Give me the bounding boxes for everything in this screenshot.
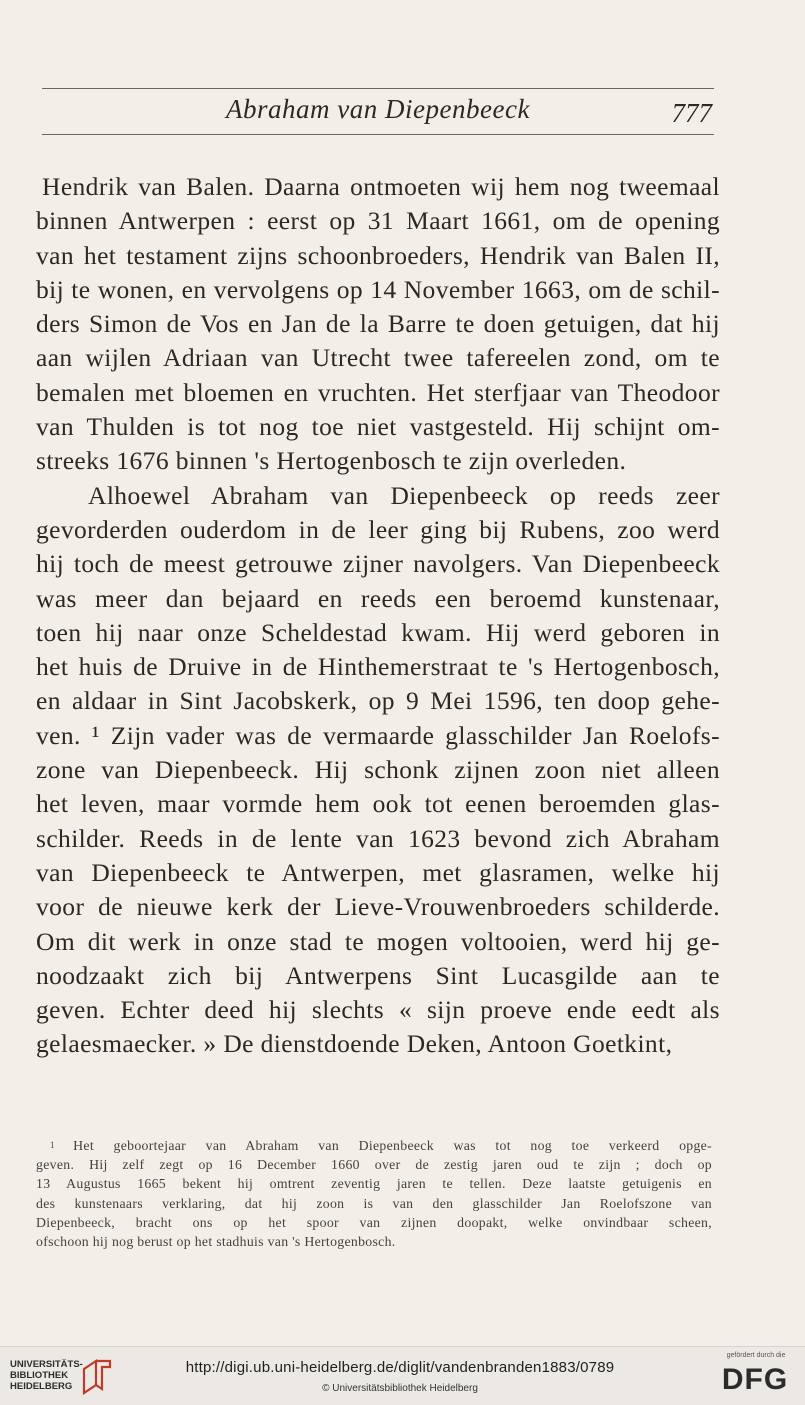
text-line: het huis de Druive in de Hinthemerstraat te 's Hertogenbosch, <box>36 652 720 682</box>
text-line: gevorderden ouderdom in de leer ging bij Rubens, zoo werd <box>36 514 720 544</box>
text-line: ders Simon de Vos en Jan de la Barre te doen getuigen, dat hij <box>36 309 720 339</box>
text-line: Alhoewel Abraham van Diepenbeeck op reeds zeer <box>88 480 720 510</box>
text-line: toen hij naar onze Scheldestad kwam. Hij werd geboren in <box>36 617 720 647</box>
footnote-line <box>36 1136 712 1155</box>
text-line: Hendrik van Balen. Daarna ontmoeten wij hem nog tweemaal <box>42 172 720 201</box>
permalink-url[interactable]: http://digi.ub.uni-heidelberg.de/diglit/vandenbranden1883/0789 <box>185 1359 615 1376</box>
footer-bar <box>0 1346 805 1405</box>
text-line: en aldaar in Sint Jacobskerk, op 9 Mei 1596, ten doop gehe- <box>36 686 720 716</box>
text-line: zone van Diepenbeeck. Hij schonk zijnen zoon niet alleen <box>36 755 720 785</box>
dfg-logo[interactable]: DFG <box>721 1363 789 1396</box>
text-line: noodzaakt zich bij Antwerpens Sint Lucasgilde aan te <box>36 960 720 990</box>
text-line: was meer dan bejaard en reeds een beroemd kunstenaar, <box>36 583 720 613</box>
text-line: streeks 1676 binnen 's Hertogenbosch te zijn overleden. <box>36 446 627 476</box>
footnote-text: Het geboortejaar van Abraham van Diepenbeeck was tot nog toe verkeerd opge- <box>73 1138 712 1153</box>
footnote-line: Diepenbeeck, bracht ons op het spoor van zijnen doopakt, welke onvindbaar scheen, <box>36 1214 712 1230</box>
text-line: aan wijlen Adriaan van Utrecht twee tafereelen zond, om te <box>36 343 720 373</box>
library-name[interactable]: UNIVERSITÄTS- BIBLIOTHEK HEIDELBERG <box>10 1359 83 1392</box>
text-line: gelaesmaecker. » De dienstdoende Deken, Antoon Goetkint, <box>36 1029 673 1059</box>
text-line: bemalen met bloemen en vruchten. Het sterfjaar van Theodoor <box>36 377 720 407</box>
header-rule-bottom <box>42 134 714 135</box>
text-line: hij toch de meest getrouwe zijner navolgers. Van Diepenbeeck <box>36 549 720 579</box>
text-line: geven. Echter deed hij slechts « sijn proeve ende eedt als <box>36 995 720 1025</box>
running-header <box>42 92 714 132</box>
body-text <box>36 170 720 1062</box>
running-title: Abraham van Diepenbeeck <box>226 94 530 124</box>
footnote-marker: 1 <box>50 1140 74 1150</box>
footnote-line: 13 Augustus 1665 bekent hij omtrent zeventig jaren te tellen. Deze laatste getuigenis en <box>36 1176 712 1192</box>
text-line: van Thulden is tot nog toe niet vastgesteld. Hij schijnt om- <box>36 412 720 442</box>
library-logo-icon[interactable] <box>80 1355 114 1395</box>
text-line: voor de nieuwe kerk der Lieve-Vrouwenbroeders schilderde. <box>36 892 720 922</box>
text-line: van het testament zijns schoonbroeders, Hendrik van Balen II, <box>36 240 720 270</box>
text-line: Om dit werk in onze stad te mogen voltooien, werd hij ge- <box>36 926 720 956</box>
footnote-line: des kunstenaars verklaring, dat hij zoon is van den glasschilder Jan Roelofszone van <box>36 1195 712 1211</box>
text-line: van Diepenbeeck te Antwerpen, met glasramen, welke hij <box>36 857 720 887</box>
text-line: binnen Antwerpen : eerst op 31 Maart 1661, om de opening <box>36 206 720 236</box>
copyright-notice: © Universitätsbibliothek Heidelberg <box>322 1383 478 1394</box>
footnote <box>36 1136 712 1251</box>
header-rule-top <box>42 88 714 89</box>
text-line: schilder. Reeds in de lente van 1623 bevond zich Abraham <box>36 823 720 853</box>
footnote-line: geven. Hij zelf zegt op 16 December 1660 over de zestig jaren oud te zijn ; doch op <box>36 1157 712 1173</box>
funder-caption: gefördert durch die <box>726 1352 786 1359</box>
text-line: het leven, maar vormde hem ook tot eenen beroemden glas- <box>36 789 720 819</box>
text-line: ven. ¹ Zijn vader was de vermaarde glasschilder Jan Roelofs- <box>36 720 720 750</box>
footnote-line: ofschoon hij nog berust op het stadhuis van 's Hertogenbosch. <box>36 1233 396 1249</box>
page-number: 777 <box>671 98 712 128</box>
text-line: bij te wonen, en vervolgens op 14 November 1663, om de schil- <box>36 274 720 304</box>
